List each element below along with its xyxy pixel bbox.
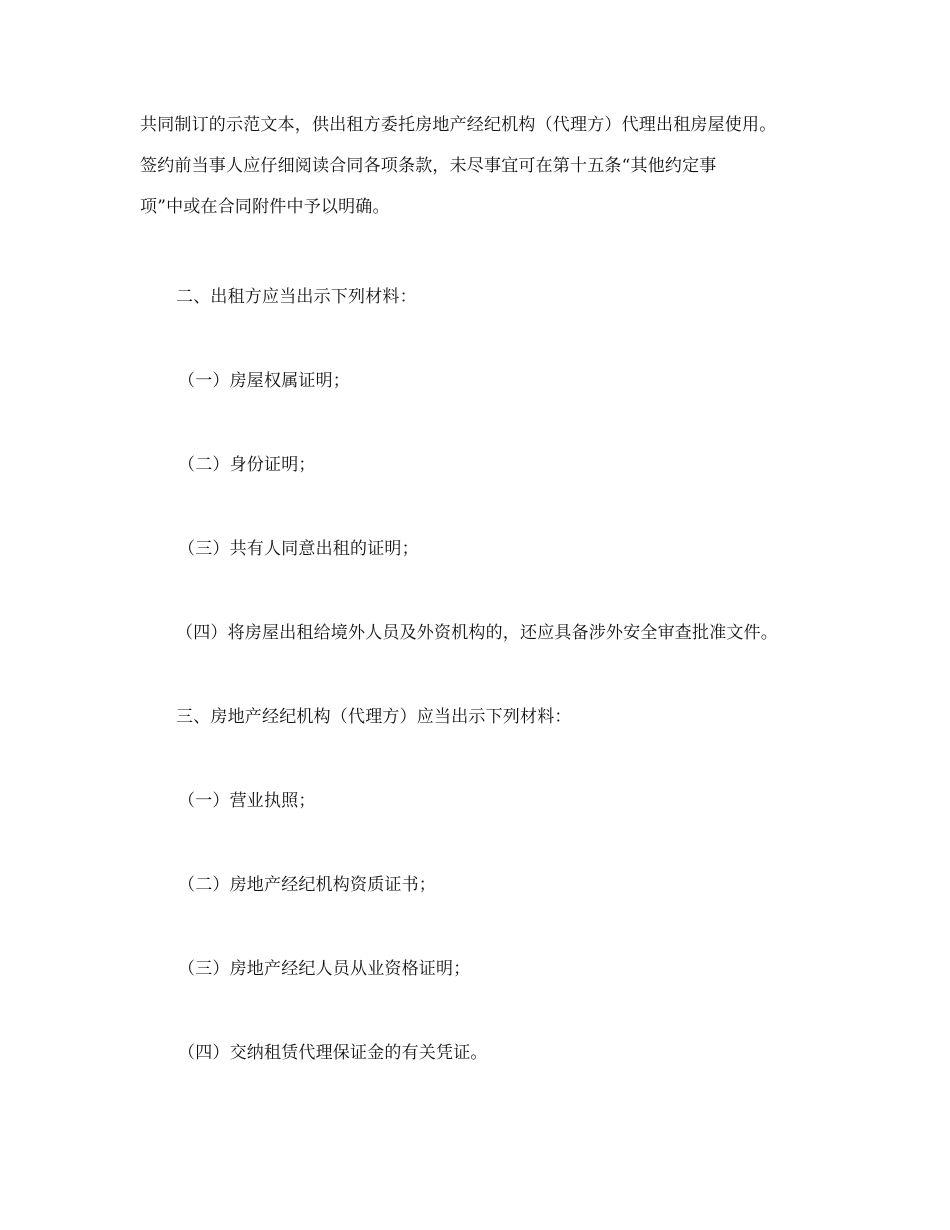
intro-line-1: 共同制订的示范文本，供出租方委托房地产经纪机构（代理方）代理出租房屋使用。: [140, 115, 777, 135]
section-2-item-3: （三）共有人同意出租的证明；: [178, 539, 419, 559]
intro-line-3: 项”中或在合同附件中予以明确。: [140, 197, 390, 217]
section-3-heading: 三、房地产经纪机构（代理方）应当出示下列材料：: [176, 707, 572, 727]
section-3-item-4: （四）交纳租赁代理保证金的有关凭证。: [178, 1043, 488, 1063]
section-2-item-1: （一）房屋权属证明；: [178, 371, 350, 391]
section-2-heading: 二、出租方应当出示下列材料：: [176, 287, 417, 307]
section-3-item-2: （二）房地产经纪机构资质证书；: [178, 875, 436, 895]
section-2-item-2: （二）身份证明；: [178, 455, 316, 475]
section-3-item-3: （三）房地产经纪人员从业资格证明；: [178, 959, 471, 979]
section-2-item-4: （四）将房屋出租给境外人员及外资机构的，还应具备涉外安全审查批准文件。: [176, 623, 778, 643]
section-3-item-1: （一）营业执照；: [178, 791, 316, 811]
intro-line-2: 签约前当事人应仔细阅读合同各项条款，未尽事宜可在第十五条“其他约定事: [140, 156, 717, 176]
